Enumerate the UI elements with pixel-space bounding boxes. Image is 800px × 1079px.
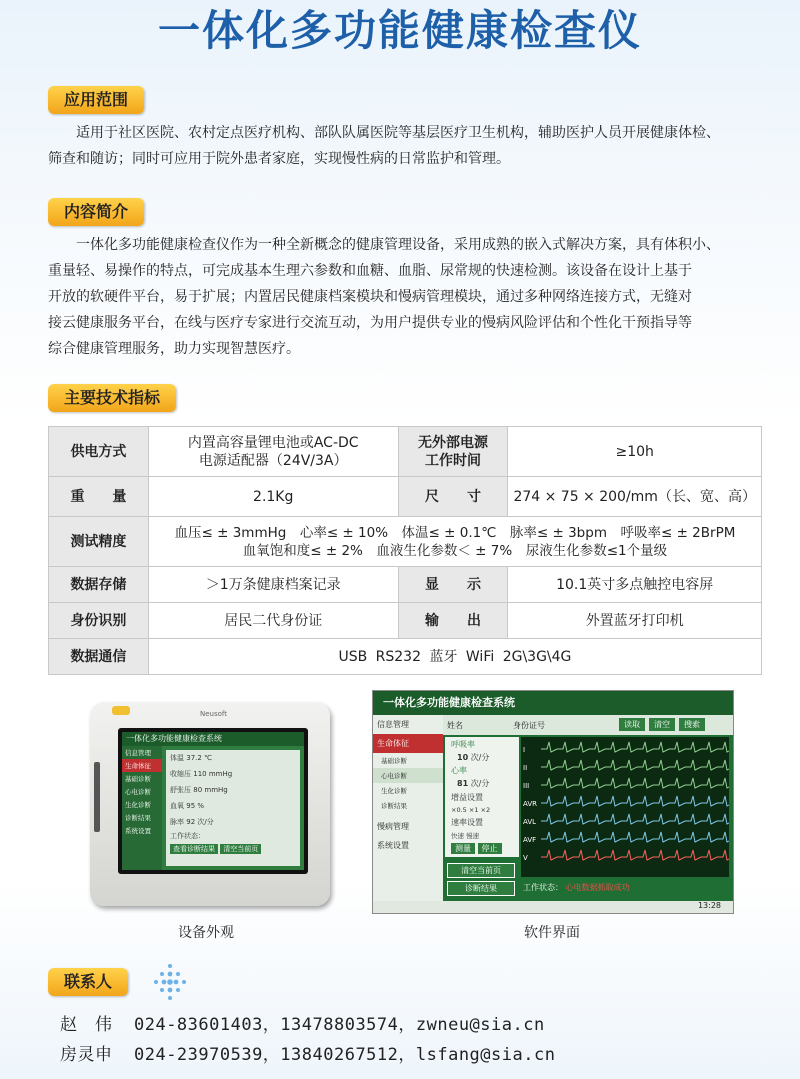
device-row-label: 血氧 — [170, 802, 184, 810]
contact-name: 赵 伟 — [60, 1015, 113, 1035]
breath-row — [445, 752, 519, 763]
read-button[interactable]: 读取 — [619, 718, 645, 731]
device-content — [166, 750, 300, 866]
measure-button[interactable]: 测量 — [451, 843, 475, 854]
spec-value-line: 电源适配器（24V/3A） — [198, 452, 348, 469]
intro-line: 开放的软硬件平台，易于扩展；内置居民健康档案模块和慢病管理模块，通过多种网络连接方式，无缝对 — [48, 289, 692, 305]
breath-unit: 次/分 — [470, 753, 490, 762]
spec-key — [398, 427, 508, 477]
software-menu — [373, 715, 443, 903]
device-screen-title: 一体化多功能健康检查系统 — [122, 732, 304, 746]
device-row-unit: mmHg — [208, 770, 233, 778]
device-row-value: 110 — [193, 770, 207, 778]
device-menu-item: 系统设置 — [125, 827, 151, 835]
ecg-trace — [541, 796, 729, 806]
breath-label: 呼吸率 — [451, 740, 475, 749]
ecg-trace — [541, 814, 729, 824]
table-row — [49, 639, 762, 675]
spec-key: 尺 寸 — [398, 477, 508, 517]
software-search-bar — [443, 715, 733, 735]
spec-key-line: 无外部电源 — [417, 434, 488, 451]
spec-value: 10.1英寸多点触控电容屏 — [508, 567, 762, 603]
device-buttons — [166, 842, 300, 856]
stop-button[interactable]: 停止 — [478, 843, 502, 854]
device-button: 查看诊断结果 — [170, 844, 218, 854]
intro-line: 接云健康服务平台，在线与医疗专家进行交流互动，为用户提供专业的慢病风险评估和个性化干预指导等 — [48, 315, 692, 331]
spec-key-line: 工作时间 — [424, 452, 481, 469]
device-row-label: 体温 — [170, 754, 184, 762]
software-menu-item: 系统设置 — [377, 841, 409, 850]
ecg-panel — [521, 737, 729, 877]
ecg-lead-label: AVF — [523, 836, 537, 844]
intro-line: 一体化多功能健康检查仪作为一种全新概念的健康管理设备，采用成熟的嵌入式解决方案，具有体积小、 — [76, 237, 720, 253]
hr-label: 心率 — [451, 766, 467, 775]
device-menu-item: 生化诊断 — [125, 801, 151, 809]
software-title: 一体化多功能健康检查系统 — [373, 691, 733, 715]
device-menu — [122, 746, 162, 870]
ecg-lead-label: I — [523, 746, 526, 754]
status-line — [523, 882, 630, 893]
contact-name: 房灵申 — [60, 1045, 113, 1065]
spec-value-line: 血氧饱和度≤ ± 2% 血液生化参数＜ ± 7% 尿液生化参数≤1个量级 — [242, 542, 668, 559]
software-menu-item: 慢病管理 — [377, 822, 409, 831]
intro-paragraph — [48, 232, 766, 362]
software-menu-item: 基础诊断 — [381, 757, 407, 765]
clock: 13:28 — [697, 901, 721, 910]
software-taskbar — [373, 901, 733, 913]
section-label-scope: 应用范围 — [48, 86, 144, 114]
software-params — [445, 737, 519, 857]
device-button: 清空当前页 — [220, 844, 261, 854]
device-row-unit: 次/分 — [197, 818, 214, 826]
device-row — [166, 766, 300, 782]
spec-value-line: 血压≤ ± 3mmHg 心率≤ ± 10% 体温≤ ± 0.1℃ 脉率≤ ± 3bpm 呼吸率≤ ± 2BrPM — [174, 524, 736, 541]
device-row-value: 92 — [186, 818, 196, 826]
device-row — [166, 750, 300, 766]
ecg-lead-label: V — [523, 854, 528, 862]
ecg-trace — [541, 778, 729, 788]
page-title: 一体化多功能健康检查仪 — [157, 6, 642, 55]
spec-value — [148, 517, 761, 567]
spec-value — [148, 427, 398, 477]
scope-line: 筛查和随访；同时可应用于院外患者家庭，实现慢性病的日常监护和管理。 — [48, 151, 510, 167]
device-row-label: 收缩压 — [170, 770, 191, 778]
spec-value: 外置蓝牙打印机 — [508, 603, 762, 639]
spec-table — [48, 426, 762, 675]
device-menu-item: 信息管理 — [125, 749, 151, 757]
dots-decoration-icon — [152, 962, 188, 1002]
status-label: 工作状态： — [523, 883, 563, 892]
power-led-icon — [112, 706, 130, 715]
section-label-contact: 联系人 — [48, 968, 128, 996]
device-menu-item: 心电诊断 — [125, 788, 151, 796]
gain-option[interactable]: ×1 — [468, 806, 479, 814]
table-row — [49, 517, 762, 567]
spec-value-line: 内置高容量锂电池或AC-DC — [187, 434, 359, 451]
device-row-unit: mmHg — [204, 786, 228, 794]
measure-controls — [445, 840, 519, 857]
id-label: 身份证号 — [513, 721, 545, 730]
spec-value: 居民二代身份证 — [148, 603, 398, 639]
intro-line: 综合健康管理服务，助力实现智慧医疗。 — [48, 341, 300, 357]
software-menu-item: 心电诊断 — [373, 768, 443, 783]
device-row-unit: % — [197, 802, 205, 810]
spec-value: USB RS232 蓝牙 WiFi 2G\3G\4G — [148, 639, 761, 675]
speed-options[interactable] — [445, 831, 519, 840]
table-row — [49, 603, 762, 639]
ecg-lead-label: II — [523, 764, 528, 772]
diagnosis-result-button[interactable]: 诊断结果 — [447, 881, 515, 896]
speed-option[interactable]: 快速 — [451, 832, 464, 840]
spec-key: 数据通信 — [49, 639, 149, 675]
device-caption: 设备外观 — [178, 925, 234, 941]
gain-option[interactable]: ×2 — [480, 806, 491, 814]
device-row-value: 37.2 — [186, 754, 202, 762]
table-row — [49, 477, 762, 517]
device-menu-item: 诊断结果 — [125, 814, 151, 822]
clear-page-button[interactable]: 清空当前页 — [447, 863, 515, 878]
contact-info[interactable]: 024-23970539，13840267512，lsfang@sia.cn — [133, 1045, 556, 1065]
device-row-value: 95 — [186, 802, 196, 810]
software-caption: 软件界面 — [524, 925, 580, 941]
ecg-lead-label: III — [523, 782, 530, 790]
status-value: 心电数据抓取成功 — [565, 883, 630, 892]
gain-options[interactable] — [445, 806, 519, 814]
spec-key: 显 示 — [398, 567, 508, 603]
section-label-specs: 主要技术指标 — [48, 384, 176, 412]
device-row — [166, 814, 300, 830]
device-status: 工作状态： — [170, 832, 205, 840]
device-menu-item: 基础诊断 — [125, 775, 151, 783]
breath-value: 10 — [457, 753, 469, 762]
scope-line: 适用于社区医院、农村定点医疗机构、部队队属医院等基层医疗卫生机构，辅助医护人员开展健康体检、 — [76, 125, 720, 141]
ecg-trace — [541, 832, 729, 842]
ecg-waves — [521, 737, 729, 877]
device-row-label: 舒张压 — [170, 786, 191, 794]
device-row-label: 脉率 — [170, 818, 184, 826]
device-photo — [90, 702, 330, 906]
device-row — [166, 798, 300, 814]
table-row — [49, 427, 762, 477]
device-row-value: 80 — [193, 786, 203, 794]
spec-key: 测试精度 — [49, 517, 149, 567]
gain-label: 增益设置 — [451, 793, 483, 802]
hr-row — [445, 778, 519, 789]
device-row — [166, 782, 300, 798]
spec-key: 数据存储 — [49, 567, 149, 603]
search-button[interactable]: 搜索 — [679, 718, 705, 731]
ecg-trace — [541, 850, 729, 860]
spec-key: 重 量 — [49, 477, 149, 517]
software-menu-item: 生命体征 — [373, 734, 443, 753]
hr-value: 81 — [457, 779, 469, 788]
scope-paragraph — [48, 120, 766, 172]
ecg-lead-label: AVR — [523, 800, 537, 808]
device-menu-item: 生命体征 — [122, 759, 162, 772]
spec-key: 供电方式 — [49, 427, 149, 477]
speed-option[interactable]: 慢速 — [466, 832, 480, 840]
software-screenshot — [372, 690, 734, 914]
spec-value: 2.1Kg — [148, 477, 398, 517]
spec-value: ≥10h — [508, 427, 762, 477]
intro-line: 重量轻、易操作的特点，可完成基本生理六参数和血糖、血脂、尿常规的快速检测。该设备在设计上基于 — [48, 263, 692, 279]
ecg-lead-label: AVL — [523, 818, 537, 826]
table-row — [49, 567, 762, 603]
spec-key: 身份识别 — [49, 603, 149, 639]
spec-key: 输 出 — [398, 603, 508, 639]
side-port-icon — [94, 762, 100, 832]
device-screen — [118, 728, 308, 874]
software-menu-item: 生化诊断 — [381, 787, 407, 795]
device-logo: Neusoft — [200, 710, 227, 718]
contact-info[interactable]: 024-83601403，13478803574，zwneu@sia.cn — [133, 1015, 545, 1035]
contact-row — [60, 1010, 545, 1035]
clear-button[interactable]: 清空 — [649, 718, 675, 731]
hr-unit: 次/分 — [470, 779, 490, 788]
spec-value: ＞1万条健康档案记录 — [148, 567, 398, 603]
ecg-trace — [541, 742, 729, 752]
software-menu-item: 信息管理 — [377, 720, 409, 729]
speed-label: 速率设置 — [451, 818, 483, 827]
software-menu-item: 诊断结果 — [381, 802, 407, 810]
gain-option[interactable]: ×0.5 — [451, 806, 467, 814]
ecg-trace — [541, 760, 729, 770]
device-row-unit: ℃ — [204, 754, 212, 762]
name-label: 姓名 — [447, 721, 463, 730]
contact-row — [60, 1040, 555, 1065]
section-label-intro: 内容简介 — [48, 198, 144, 226]
spec-value: 274 × 75 × 200/mm（长、宽、高） — [508, 477, 762, 517]
